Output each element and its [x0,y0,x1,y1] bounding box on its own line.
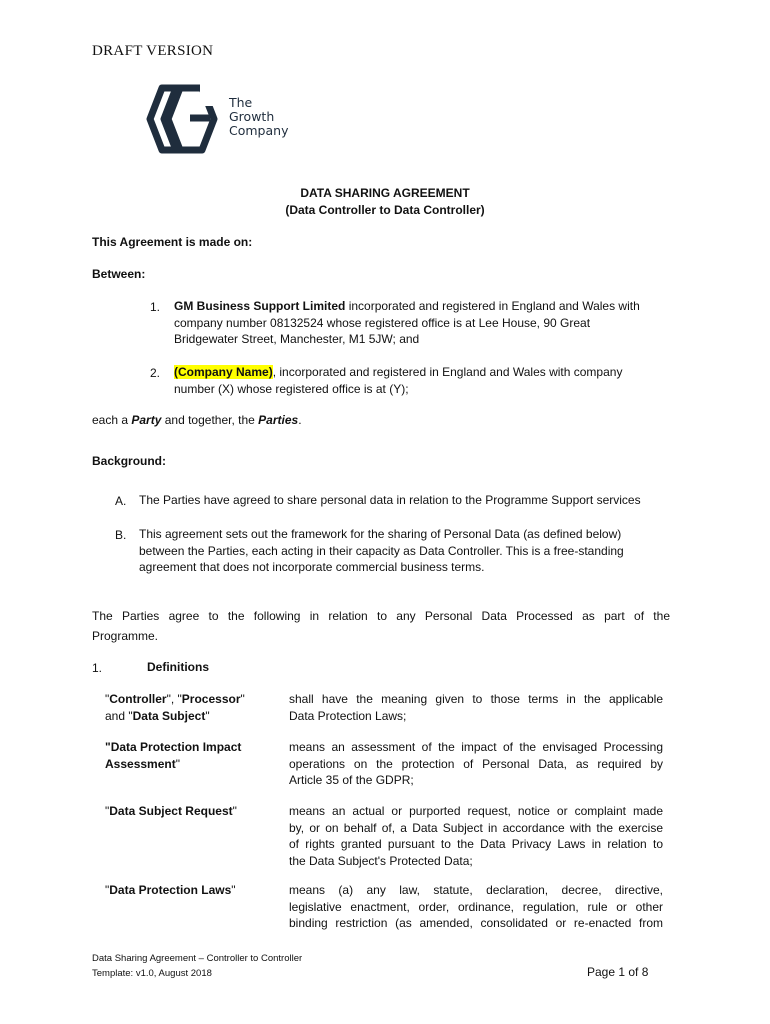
term-data-protection-laws: Data Protection Laws [109,883,232,897]
quote: " [231,883,236,897]
logo-wordmark [229,96,288,138]
def-1-line-2: Data Protection Laws; [289,708,407,723]
def-2-line-2: operations on the protection of Personal Data, as required by [289,756,663,771]
party-term: Party [131,413,162,427]
quote: " [205,708,210,723]
background-b-line-1: This agreement sets out the framework for the sharing of Personal Data (as defined below) [139,527,622,541]
parties-definition [92,412,302,429]
def-2-line-1: means an assessment of the impact of the envisaged Processing [289,740,663,754]
parties-pre: each a [92,413,132,427]
party-1-line-1: incorporated and registered in England and Wales with [345,299,640,313]
logo-line-1: The [229,95,253,110]
party-2-number: 2. [150,366,161,380]
quote-comma: ", " [166,692,182,706]
term-dpia-line-2: Assessment [105,756,176,771]
background-a-text: The Parties have agreed to share personal data in relation to the Programme Support services [139,493,641,507]
definition-term-dpia [105,739,275,772]
definitions-heading: Definitions [147,660,209,674]
term-dpia-line-1: "Data Protection Impact [105,740,242,754]
definition-text-controller [289,691,663,724]
background-b-label: B. [115,528,127,542]
party-1-name: GM Business Support Limited [174,299,346,313]
company-name-placeholder: (Company Name) [174,365,273,379]
party-2-clause [174,364,674,397]
agreement-intro [92,606,670,646]
background-a-label: A. [115,494,127,508]
term-data-subject-request: Data Subject Request [109,804,233,818]
background-heading: Background: [92,454,167,468]
draft-version-header: DRAFT VERSION [92,43,214,59]
agreement-subtitle: (Data Controller to Data Controller) [285,203,485,217]
def-3-line-3: of rights granted pursuant to the Data Privacy Laws in relation to [289,837,663,851]
quote: " [175,756,180,771]
definition-term-dsr [105,803,275,820]
definition-term-controller [105,691,275,724]
quote: " [232,804,237,818]
parties-term: Parties [258,413,299,427]
agreement-title: DATA SHARING AGREEMENT [300,186,470,200]
party-1-number: 1. [150,300,161,314]
footer [92,951,302,981]
party-1-line-3: Bridgewater Street, Manchester, M1 5JW; and [174,332,420,346]
def-3-line-1: means an actual or purported request, notice or complaint made [289,804,663,818]
party-2-line-1: , incorporated and registered in England and Wales with company [272,365,623,379]
definition-text-dpia [289,739,663,789]
parties-end: . [298,413,302,427]
and-quote: and " [105,708,133,723]
agreement-intro-line-1: The Parties agree to the following in relation to any Personal Data Processed as part of the [92,609,670,623]
definitions-number: 1. [92,661,103,675]
footer-line-2: Template: v1.0, August 2018 [92,968,212,979]
def-2-line-3: Article 35 of the GDPR; [289,773,414,787]
term-data-subject: Data Subject [132,708,206,723]
page-number: Page 1 of 8 [587,965,649,979]
agreement-intro-line-2: Programme. [92,629,159,643]
between-label: Between: [92,267,146,281]
def-1-line-1: shall have the meaning given to those terms in the applicable [289,692,663,706]
quote: " [105,883,110,897]
def-3-line-2: by, or on behalf of, a Data Subject in accordance with the exercise [289,820,663,835]
definition-text-dpl [289,882,663,932]
background-b-text [139,526,679,576]
quote: " [105,692,110,706]
logo-line-3: Company [229,123,289,138]
def-3-line-4: the Data Subject's Protected Data; [289,853,473,868]
quote: " [105,804,110,818]
term-controller: Controller [109,692,167,706]
made-on-label: This Agreement is made on: [92,235,253,249]
term-processor: Processor [181,692,241,706]
party-1-line-2: company number 08132524 whose registered office is at Lee House, 90 Great [174,315,591,330]
def-4-line-2: legislative enactment, order, ordinance, regulation, rule or other [289,899,663,914]
def-4-line-3: binding restriction (as amended, consolidated or re-enacted from [289,916,663,930]
background-b-line-3: agreement that does not incorporate commercial business terms. [139,560,485,574]
definition-term-dpl [105,882,275,899]
logo-line-2: Growth [229,109,275,124]
parties-mid: and together, the [161,413,259,427]
quote: " [240,692,245,706]
definition-text-dsr [289,803,663,869]
background-b-line-2: between the Parties, each acting in their capacity as Data Controller. This is a free-standing [139,543,624,558]
party-2-line-2: number (X) whose registered office is at (Y); [174,381,409,396]
def-4-line-1: means (a) any law, statute, declaration, decree, directive, [289,883,663,897]
party-1-clause [174,298,674,348]
footer-line-1: Data Sharing Agreement – Controller to Controller [92,953,303,964]
